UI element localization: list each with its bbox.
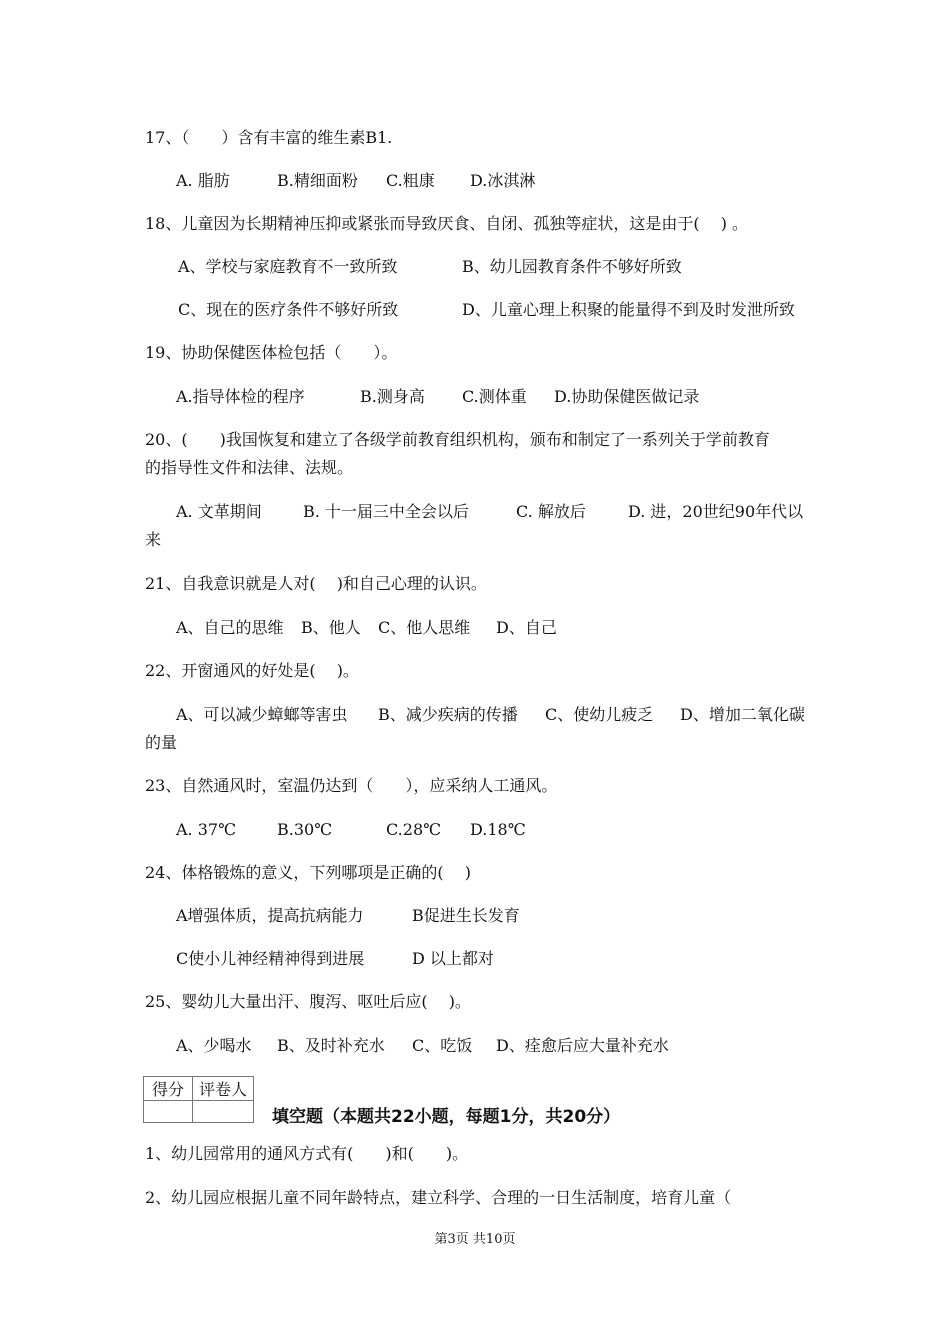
- option-c: C.测体重: [462, 387, 527, 406]
- option-c: C使小儿神经精神得到进展: [176, 949, 365, 968]
- question-22-stem: 22、开窗通风的好处是( )。: [145, 661, 359, 680]
- question-18-stem: 18、儿童因为长期精神压抑或紧张而导致厌食、自闭、孤独等症状，这是由于( ) 。: [145, 214, 749, 233]
- option-d: D.协助保健医做记录: [554, 387, 700, 406]
- option-d: D. 进，20世纪90年代以: [628, 502, 804, 521]
- fill-question-1: 1、幼儿园常用的通风方式有( )和( )。: [145, 1144, 469, 1163]
- question-19-stem: 19、协助保健医体检包括（ ）。: [145, 343, 398, 362]
- option-c: C. 解放后: [516, 502, 586, 521]
- option-a: A增强体质，提高抗病能力: [176, 906, 364, 925]
- question-20-options-continued: 来: [145, 530, 162, 549]
- option-d: D.18℃: [470, 820, 526, 839]
- option-c: C、使幼儿疲乏: [545, 705, 654, 724]
- option-b: B.精细面粉: [277, 171, 358, 190]
- option-b: B. 十一届三中全会以后: [303, 502, 469, 521]
- option-c: C.粗康: [386, 171, 435, 190]
- option-c: C、吃饭: [412, 1036, 473, 1055]
- fill-question-2: 2、幼儿园应根据儿童不同年龄特点，建立科学、合理的一日生活制度，培育儿童（: [145, 1188, 732, 1207]
- option-a: A. 脂肪: [176, 171, 230, 190]
- option-a: A、自己的思维: [176, 618, 284, 637]
- score-table: [143, 1076, 254, 1123]
- option-d: D、自己: [496, 618, 557, 637]
- option-a: A. 文革期间: [176, 502, 262, 521]
- grader-cell[interactable]: [193, 1101, 254, 1123]
- question-24-stem: 24、体格锻炼的意义，下列哪项是正确的( ): [145, 863, 471, 882]
- option-b: B.30℃: [277, 820, 333, 839]
- option-d: D、痊愈后应大量补充水: [496, 1036, 669, 1055]
- score-label: 得分: [144, 1077, 193, 1101]
- section-title: 填空题（本题共22小题，每题1分，共20分）: [272, 1107, 621, 1127]
- option-b: B、幼儿园教育条件不够好所致: [462, 257, 682, 276]
- option-c: C、他人思维: [378, 618, 471, 637]
- option-b: B.测身高: [360, 387, 425, 406]
- option-a: A. 37℃: [176, 820, 236, 839]
- option-d: D 以上都对: [412, 949, 494, 968]
- option-a: A、少喝水: [176, 1036, 252, 1055]
- option-c: C、现在的医疗条件不够好所致: [178, 300, 399, 319]
- page-footer: 第3页 共10页: [434, 1232, 516, 1247]
- question-20-stem: 20、( )我国恢复和建立了各级学前教育组织机构，颁布和制定了一系列关于学前教育: [145, 430, 770, 449]
- question-20-stem-continued: 的指导性文件和法律、法规。: [145, 458, 354, 477]
- option-b: B、及时补充水: [277, 1036, 385, 1055]
- question-23-stem: 23、自然通风时，室温仍达到（ ），应采纳人工通风。: [145, 776, 558, 795]
- question-22-options-continued: 的量: [145, 733, 178, 752]
- score-cell[interactable]: [144, 1101, 193, 1123]
- option-b: B、减少疾病的传播: [378, 705, 518, 724]
- option-d: D.冰淇淋: [470, 171, 536, 190]
- option-b: B促进生长发育: [412, 906, 520, 925]
- option-d: D、增加二氧化碳: [680, 705, 805, 724]
- question-17-stem: 17、（ ）含有丰富的维生素B1.: [145, 128, 393, 147]
- question-25-stem: 25、婴幼儿大量出汗、腹泻、呕吐后应( )。: [145, 992, 471, 1011]
- option-b: B、他人: [301, 618, 361, 637]
- option-a: A、可以减少蟑螂等害虫: [176, 705, 348, 724]
- option-a: A、学校与家庭教育不一致所致: [178, 257, 398, 276]
- option-a: A.指导体检的程序: [176, 387, 305, 406]
- grader-label: 评卷人: [193, 1077, 254, 1101]
- score-table-header-row: [144, 1077, 254, 1101]
- option-d: D、儿童心理上积聚的能量得不到及时发泄所致: [462, 300, 795, 319]
- score-table-blank-row: [144, 1101, 254, 1123]
- question-21-stem: 21、自我意识就是人对( )和自己心理的认识。: [145, 574, 487, 593]
- option-c: C.28℃: [386, 820, 442, 839]
